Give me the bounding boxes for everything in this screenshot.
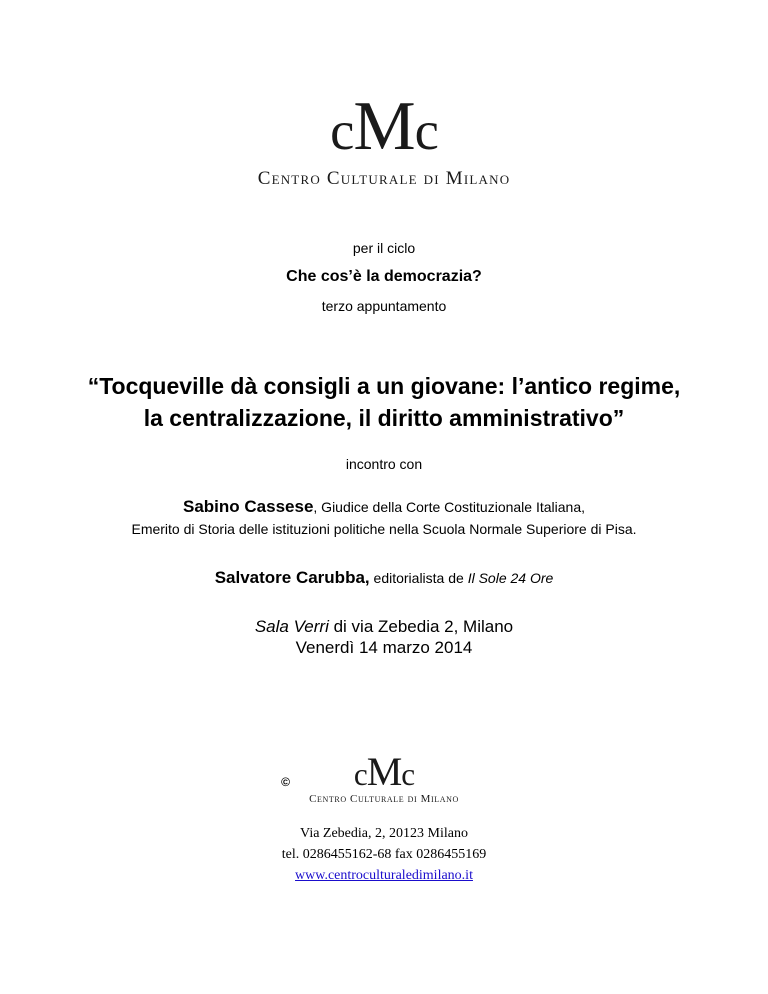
series-intro: per il ciclo: [352, 240, 416, 256]
venue-address: di via Zebedia 2, Milano: [328, 617, 514, 636]
cmc-logo-footer: [0, 749, 768, 807]
speaker-1: [0, 497, 768, 517]
cmc-logo-mark: cMc: [330, 88, 438, 165]
cmc-logo-subtitle: Centro Culturale di Milano: [257, 168, 511, 189]
series-name: Che cos’è la democrazia?: [286, 268, 482, 285]
speaker-2-name: Salvatore Carubba,: [214, 568, 370, 587]
footer-phone: tel. 0286455162-68 fax 0286455169: [281, 847, 487, 862]
meeting-intro: incontro con: [345, 456, 423, 472]
event-title: [0, 370, 768, 434]
event-date: Venerdì 14 marzo 2014: [295, 638, 473, 657]
cmc-footer-logo-subtitle: Centro Culturale di Milano: [309, 793, 459, 805]
footer-address: Via Zebedia, 2, 20123 Milano: [300, 826, 468, 841]
copyright-symbol: ©: [281, 775, 290, 789]
cmc-logo-top: [0, 88, 768, 190]
website-link[interactable]: www.centroculturaledimilano.it: [295, 868, 473, 883]
speaker-2-role: editorialista de: [369, 570, 468, 586]
event-title-line1: “Tocqueville dà consigli a un giovane: l’antico regime,: [87, 373, 681, 399]
footer-website: [0, 868, 768, 884]
venue: [0, 616, 768, 638]
speaker-1-role: , Giudice della Corte Costituzionale Italiana,: [313, 499, 585, 515]
speaker-1-name: Sabino Cassese: [183, 497, 314, 516]
speaker-2: [0, 568, 768, 588]
event-title-line2: la centralizzazione, il diritto amministrativo”: [143, 405, 625, 431]
venue-room: Sala Verri: [254, 617, 329, 636]
series-number: terzo appuntamento: [321, 298, 447, 314]
cmc-footer-logo-mark: cMc: [353, 749, 415, 794]
speaker-1-role-line2: Emerito di Storia delle istituzioni politiche nella Scuola Normale Superiore di Pisa.: [131, 521, 637, 537]
speaker-2-publication: Il Sole 24 Ore: [467, 570, 554, 586]
